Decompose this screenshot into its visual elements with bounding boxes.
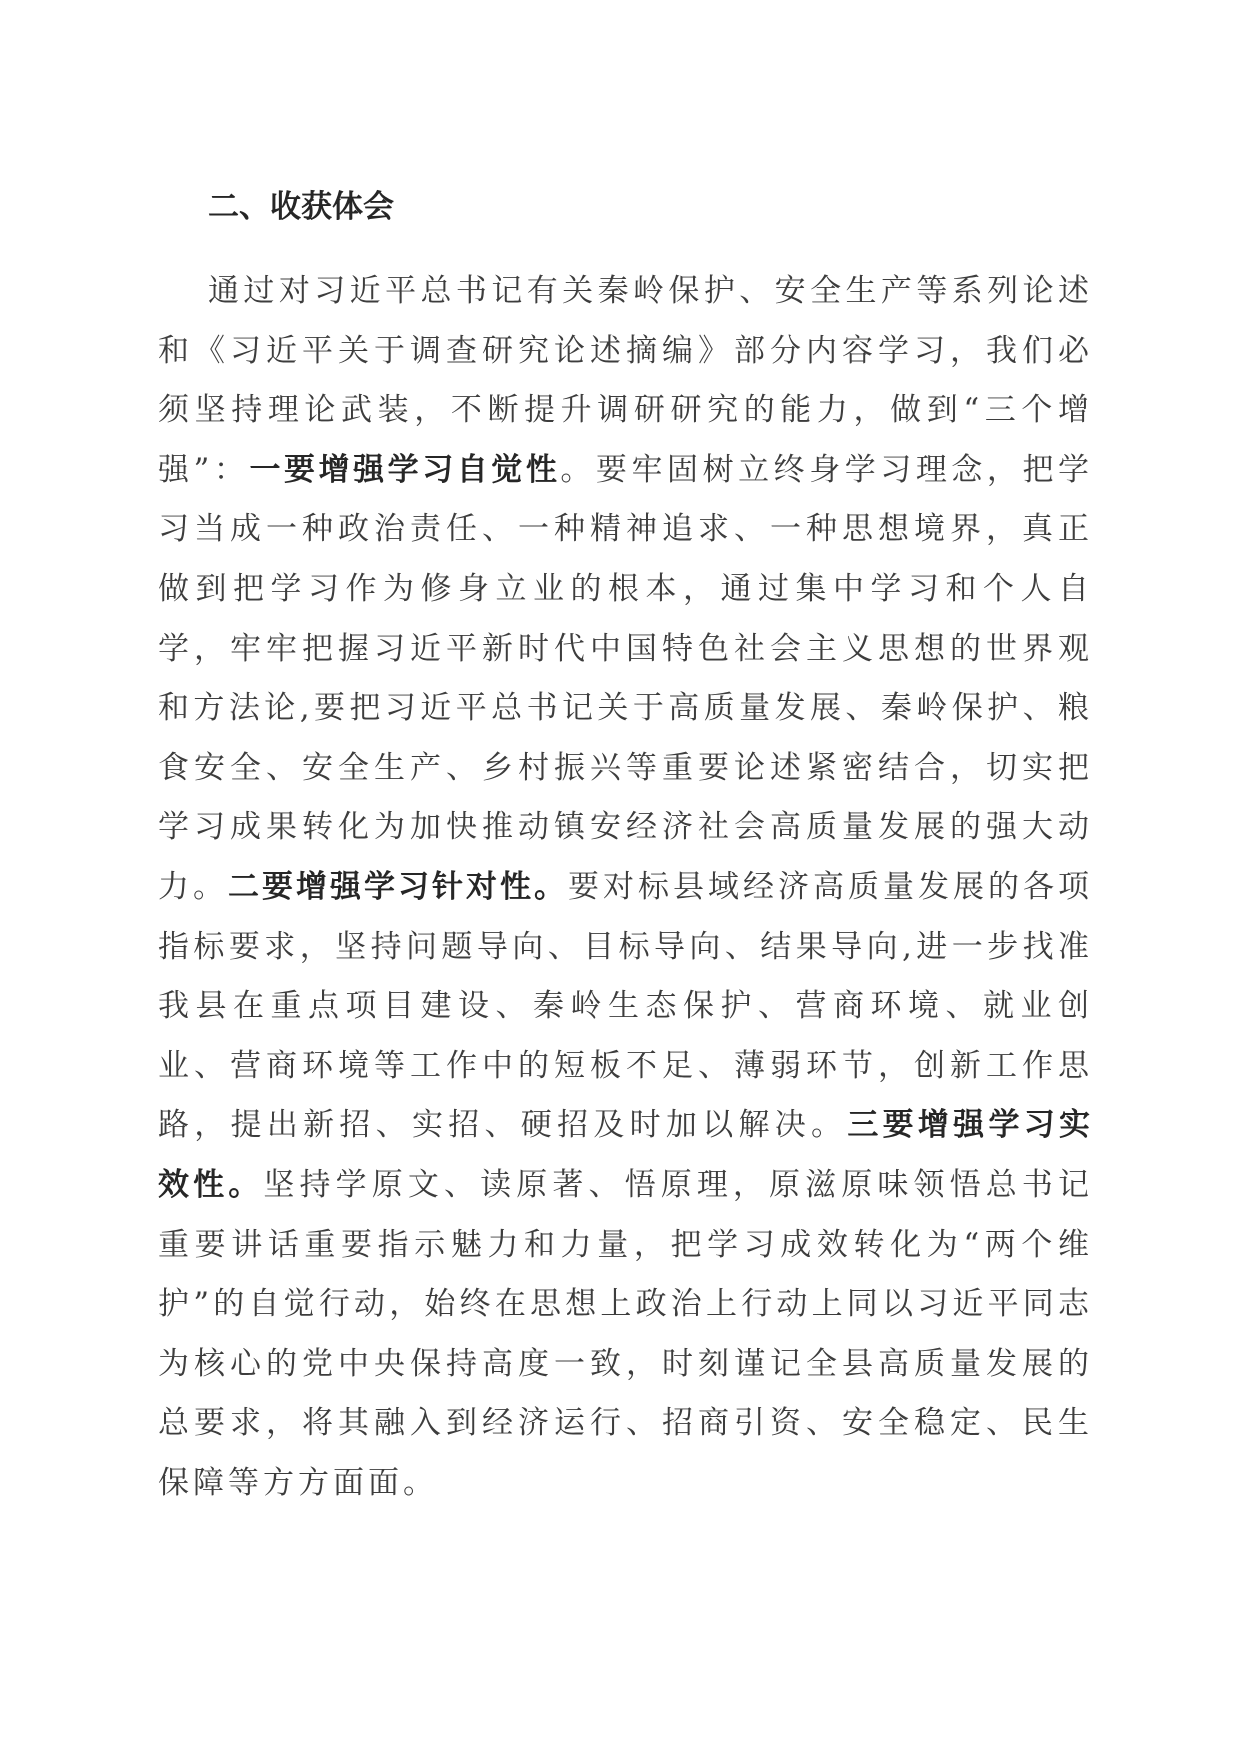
document-content [158,185,1093,1513]
body-paragraph [158,262,1093,1513]
point-3-text: 坚持学原文、读原著、悟原理，原滋原味领悟总书记重要讲话重要指示魅力和力量，把学习成效转化为“两个维护”的自觉行动，始终在思想上政治上行动上同以习近平同志为核心的党中央保持高度一致，时刻谨记全县高质量发展的总要求，将其融入到经济运行、招商引资、安全稳定、民生保障等方方面面。 [158,1166,1094,1501]
intro-text: 通过对习近平总书记有关秦岭保护、安全生产等系列论述和《习近平关于调查研究论述摘编》部分内容学习，我们必须坚持理论武装，不断提升调研研究的能力，做到“三个增强”： [158,273,1093,488]
point-2-text: 要对标县域经济高质量发展的各项指标要求，坚持问题导向、目标导向、结果导向,进一步找准我县在重点项目建设、秦岭生态保护、营商环境、就业创业、营商环境等工作中的短板不足、薄弱环节，创新工作思路，提出新招、实招、硬招及时加以解决。 [158,868,1093,1144]
section-heading: 二、收获体会 [208,189,394,225]
point-1-title: 一要增强学习自觉性 [249,451,561,488]
point-1-text: 。要牢固树立终身学习理念，把学习当成一种政治责任、一种精神追求、一种思想境界，真正做到把学习作为修身立业的根本，通过集中学习和个人自学，牢牢把握习近平新时代中国特色社会主义思想的世界观和方法论,要把习近平总书记关于高质量发展、秦岭保护、粮食安全、安全生产、乡村振兴等重要论述紧密结合，切实把学习成果转化为加快推动镇安经济社会高质量发展的强大动力。 [158,451,1094,905]
point-2-title: 二要增强学习针对性。 [228,868,568,905]
point-3-title: 三要增强学习实效性。 [158,1107,1094,1203]
